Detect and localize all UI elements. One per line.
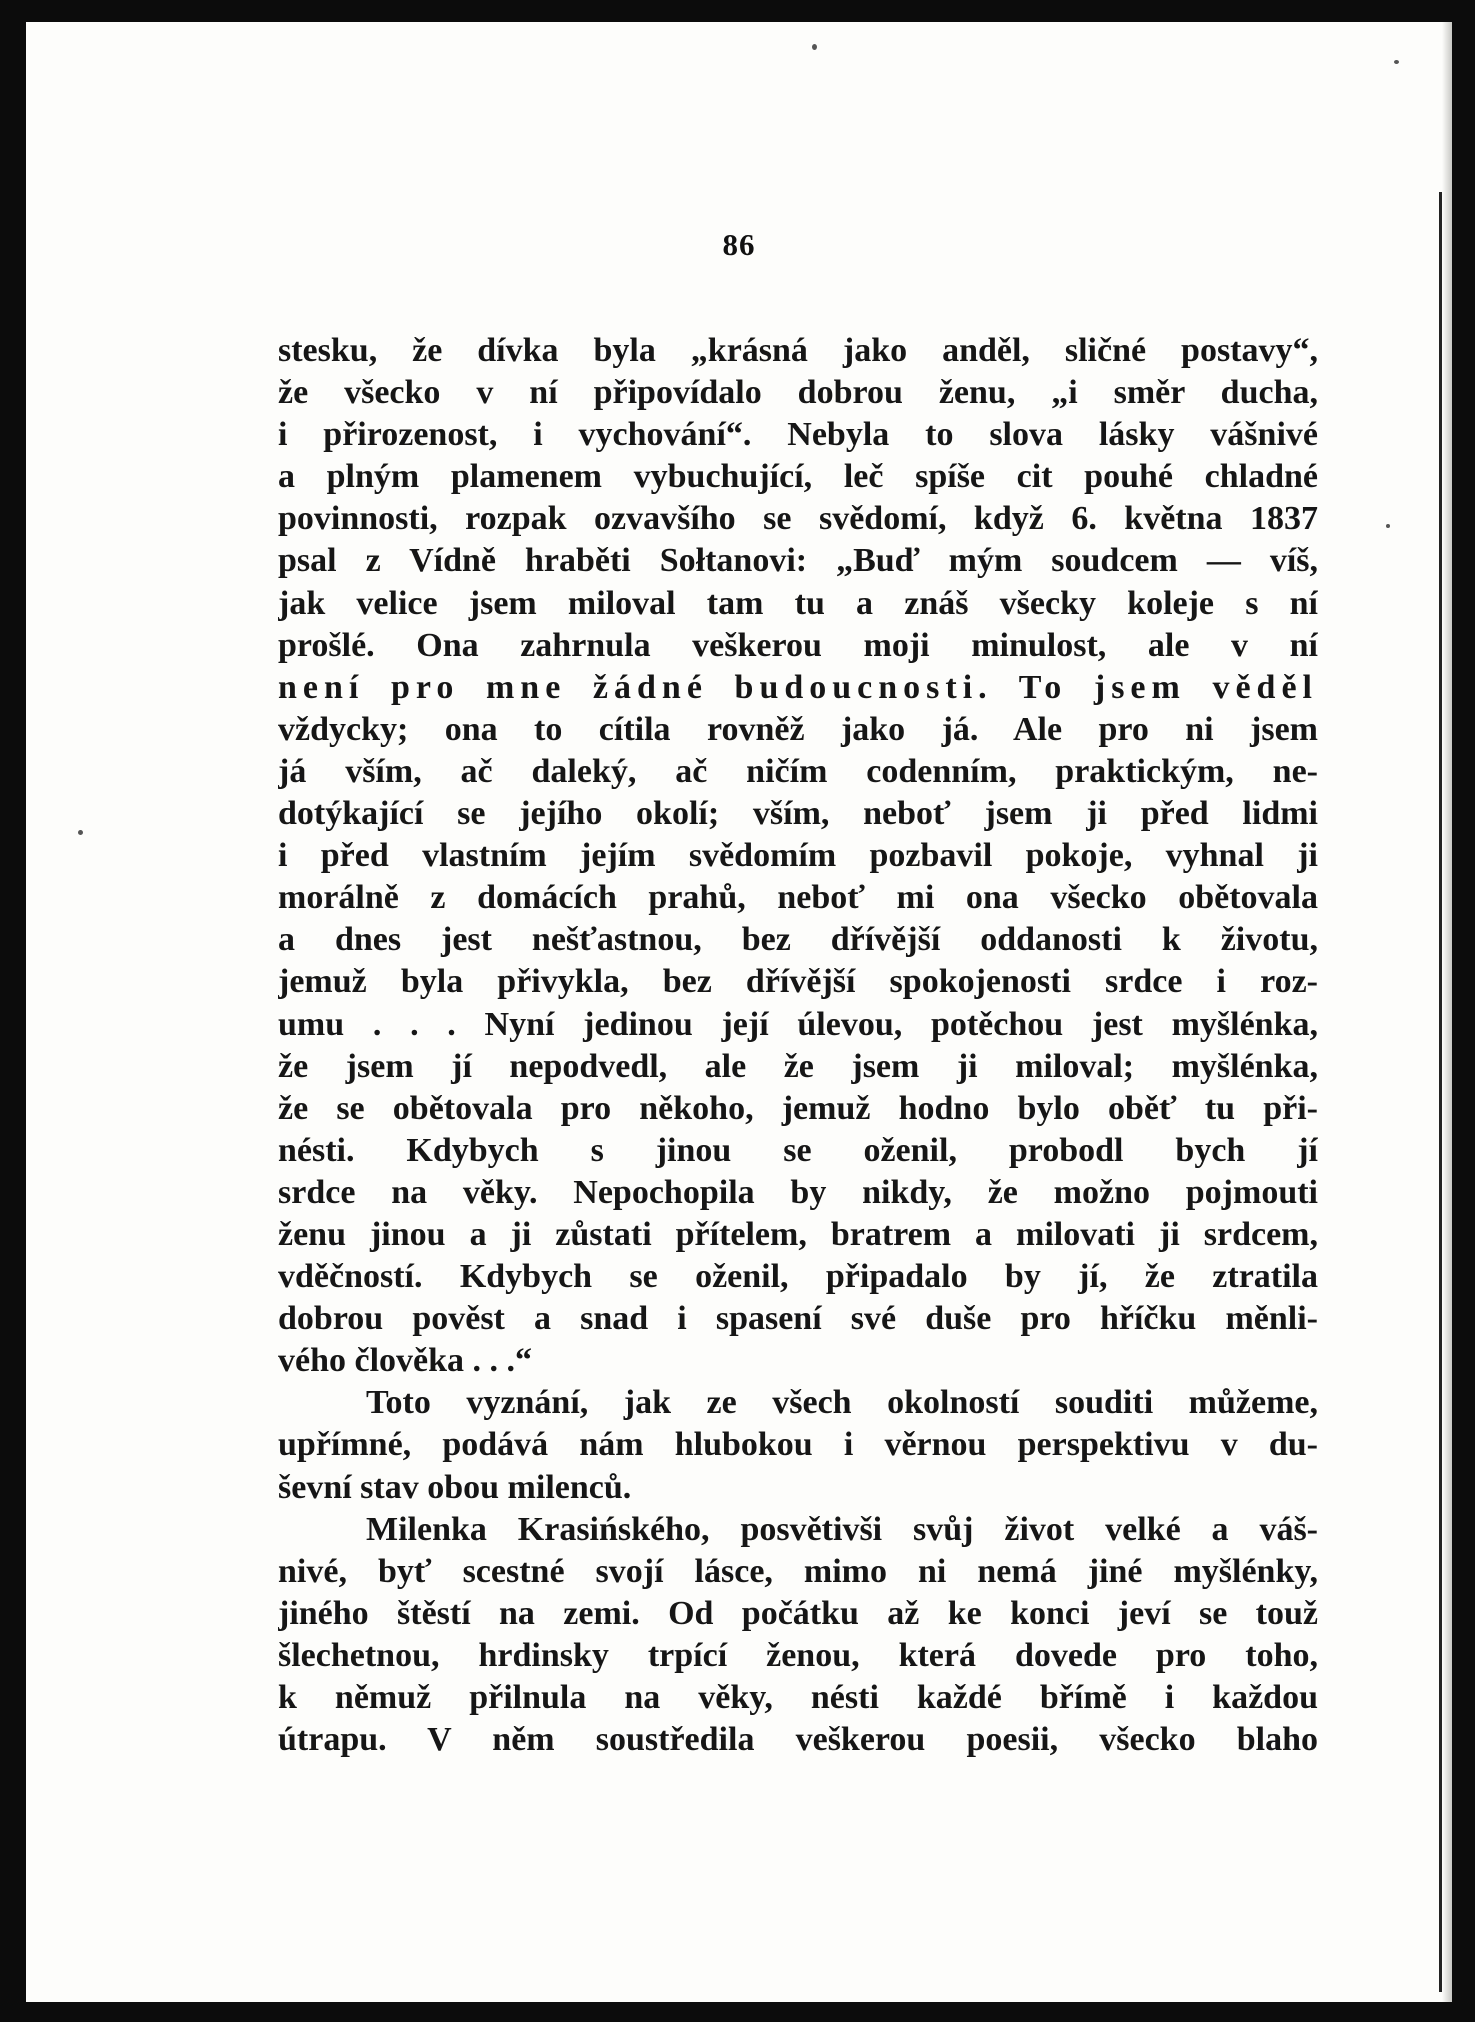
- scan-speck: [78, 830, 83, 835]
- text-line: i před vlastním jejím svědomím pozbavil pokoje, vyhnal ji: [278, 837, 1318, 875]
- text-line: ženu jinou a ji zůstati přítelem, bratrem a milovati ji srdcem,: [278, 1215, 1318, 1253]
- text-line: jak velice jsem miloval tam tu a znáš všecky koleje s ní: [278, 584, 1318, 622]
- text-line: já vším, ač daleký, ač ničím codenním, praktickým, ne-: [278, 752, 1318, 790]
- paragraph-first-line: Toto vyznání, jak ze všech okolností souditi můžeme,: [366, 1384, 1318, 1422]
- text-line: jemuž byla přivykla, bez dřívější spokojenosti srdce i roz-: [278, 963, 1318, 1001]
- text-line: že všecko v ní připovídalo dobrou ženu, „i směr ducha,: [278, 374, 1318, 412]
- text-line: ševní stav obou milenců.: [278, 1468, 632, 1506]
- text-line: morálně z domácích prahů, neboť mi ona všecko obětovala: [278, 879, 1318, 917]
- text-line: jiného štěstí na zemi. Od počátku až ke konci jeví se touž: [278, 1594, 1318, 1632]
- scan-speck: [812, 44, 817, 50]
- binding-edge-line: [1439, 192, 1442, 1992]
- text-line: nésti. Kdybych s jinou se oženil, probodl bych jí: [278, 1131, 1318, 1169]
- text-line: a dnes jest nešťastnou, bez dřívější oddanosti k životu,: [278, 921, 1318, 959]
- text-line: vého člověka . . .“: [278, 1342, 533, 1380]
- text-line: útrapu. V něm soustředila veškerou poesii, všecko blaho: [278, 1721, 1318, 1759]
- body-text: [278, 330, 1318, 1761]
- scan-speck: [1386, 524, 1390, 528]
- text-line: psal z Vídně hraběti Sołtanovi: „Buď mým soudcem — víš,: [278, 542, 1318, 580]
- text-line: srdce na věky. Nepochopila by nikdy, že možno pojmouti: [278, 1173, 1318, 1211]
- text-line: šlechetnou, hrdinsky trpící ženou, která dovede pro toho,: [278, 1636, 1318, 1674]
- scan-speck: [1394, 60, 1399, 64]
- text-line: povinnosti, rozpak ozvavšího se svědomí, když 6. května 1837: [278, 500, 1318, 538]
- page-edge-shadow: [1442, 22, 1452, 2002]
- text-line: stesku, že dívka byla „krásná jako anděl, sličné postavy“,: [278, 332, 1318, 369]
- text-line: není pro mne žádné budoucnosti. To jsem věděl: [278, 668, 1318, 706]
- text-line: upřímné, podává nám hlubokou i věrnou perspektivu v du-: [278, 1426, 1318, 1464]
- page-number: 86: [722, 227, 756, 262]
- text-line: dobrou pověst a snad i spasení své duše pro hříčku měnli-: [278, 1300, 1318, 1338]
- book-page: [26, 22, 1452, 2002]
- text-line: umu . . . Nyní jedinou její úlevou, potěchou jest myšlénka,: [278, 1005, 1318, 1043]
- text-line: vždycky; ona to cítila rovněž jako já. Ale pro ni jsem: [278, 710, 1318, 748]
- text-line: a plným plamenem vybuchující, leč spíše cit pouhé chladné: [278, 458, 1318, 496]
- text-line: že jsem jí nepodvedl, ale že jsem ji miloval; myšlénka,: [278, 1047, 1318, 1085]
- text-line: dotýkající se jejího okolí; vším, neboť jsem ji před lidmi: [278, 795, 1318, 833]
- text-line: nivé, byť scestné svojí lásce, mimo ni nemá jiné myšlénky,: [278, 1552, 1318, 1590]
- paragraph-first-line: Milenka Krasińského, posvětivši svůj život velké a váš-: [366, 1510, 1318, 1548]
- text-line: že se obětovala pro někoho, jemuž hodno bylo oběť tu při-: [278, 1089, 1318, 1127]
- text-line: prošlé. Ona zahrnula veškerou moji minulost, ale v ní: [278, 626, 1318, 664]
- text-line: vděčností. Kdybych se oženil, připadalo by jí, že ztratila: [278, 1258, 1318, 1296]
- text-line: k němuž přilnula na věky, nésti každé břímě i každou: [278, 1679, 1318, 1716]
- text-line: i přirozenost, i vychování“. Nebyla to slova lásky vášnivé: [278, 416, 1318, 454]
